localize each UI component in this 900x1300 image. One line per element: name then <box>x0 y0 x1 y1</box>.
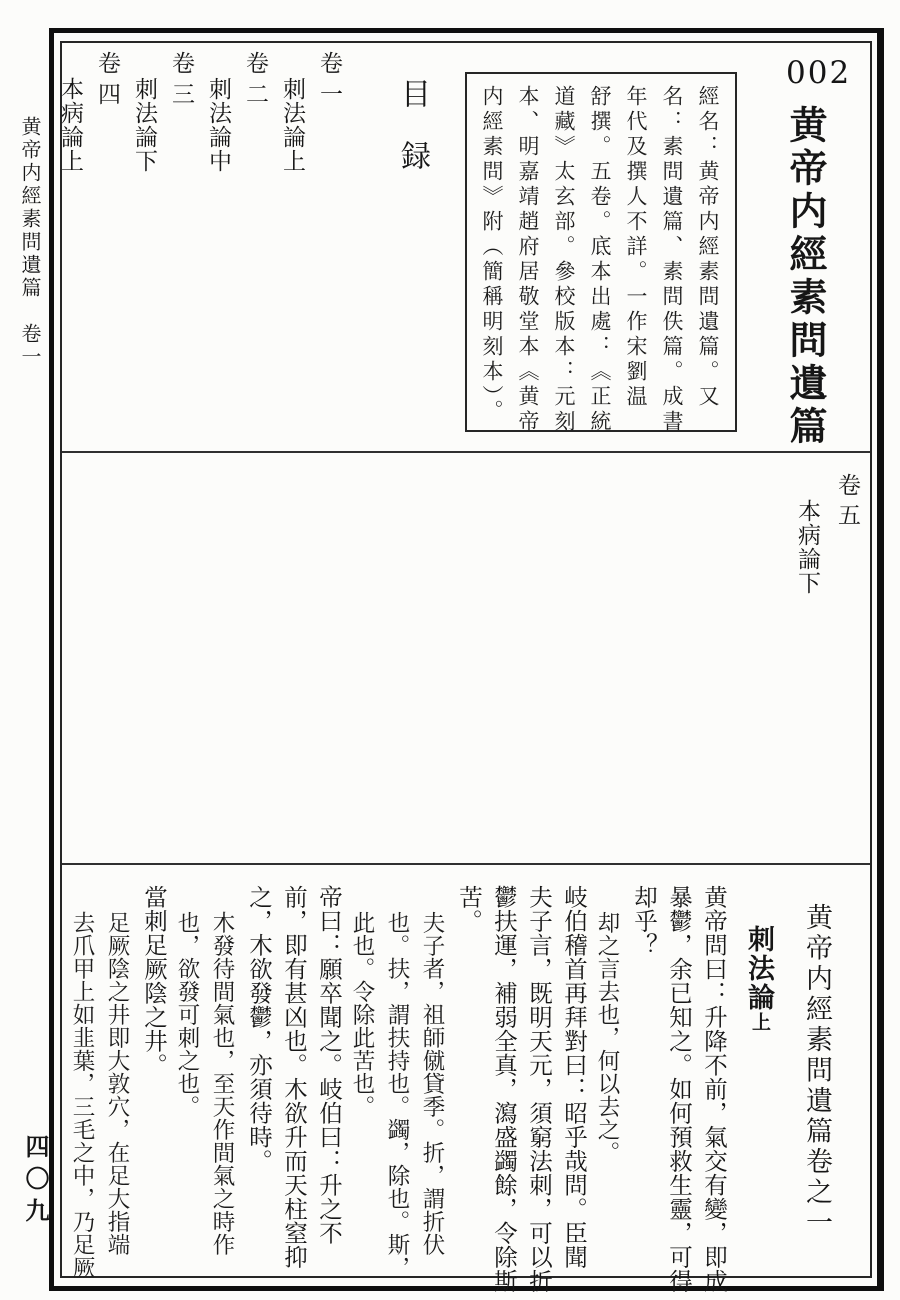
text-column: 黄帝問曰：升降不前，氣交有變，即成 <box>700 885 726 1293</box>
commentary-column: 足厥陰之井即大敦穴，在足大指端 <box>105 911 130 1256</box>
page-outer-frame <box>49 28 884 1291</box>
toc-title: 本病論上 <box>58 77 83 173</box>
margin-page-number: 四〇九 <box>21 1134 47 1230</box>
text-column: 前，即有甚凶也。木欲升而天柱窒抑 <box>280 885 306 1269</box>
section-part: 上 <box>749 1012 770 1031</box>
section-toc-continued <box>62 453 870 861</box>
toc-volume: 卷三 <box>169 51 194 113</box>
toc-title: 刺法論下 <box>132 77 157 173</box>
colophon-column: 舒撰。五卷。底本出處：《正統 <box>588 85 612 435</box>
colophon-column: 名：素問遺篇、素問佚篇。成書 <box>660 85 684 435</box>
text-column: 鬱扶運，補弱全真，瀉盛蠲餘，令除斯 <box>490 885 516 1293</box>
toc-title: 本病論下 <box>795 499 820 595</box>
section-header <box>738 865 780 1276</box>
text-column: 夫子言，既明天元，須窮法刺，可以折 <box>525 885 551 1293</box>
colophon-column: 經名：黄帝内經素問遺篇。又 <box>696 85 720 410</box>
toc-volume: 卷四 <box>95 51 120 113</box>
book-code: 002 <box>786 55 852 91</box>
colophon-box <box>465 72 737 435</box>
commentary-column: 夫子者，祖師僦貸季。折，謂折伏 <box>420 911 445 1256</box>
text-column: 之，木欲發鬱，亦須待時。 <box>245 885 271 1173</box>
margin-running-title: 黄帝内經素問遺篇 卷一 <box>18 116 40 369</box>
colophon-column: 内經素問》附（簡稱明刻本）。 <box>480 85 504 425</box>
text-column: 岐伯稽首再拜對曰：昭乎哉問。臣聞 <box>560 885 586 1269</box>
page-inner-frame <box>58 41 872 1293</box>
text-column: 暴鬱，余已知之。如何預救生靈，可得 <box>665 885 691 1293</box>
commentary-column: 此也。令除此苦也。 <box>350 911 375 1118</box>
text-column: 却乎？ <box>630 885 656 957</box>
section-body-text <box>62 865 870 1293</box>
chapter-title: 黄帝内經素問遺篇卷之一 <box>802 903 832 1239</box>
commentary-column: 木發待間氣也，至天作間氣之時作 <box>210 911 235 1256</box>
toc-title: 刺法論中 <box>206 77 231 173</box>
toc-volume: 卷二 <box>243 51 268 113</box>
commentary-column: 也，欲發可刺之也。 <box>175 911 200 1118</box>
commentary-column: 也。扶，謂扶持也。蠲，除也。斯， <box>385 911 410 1279</box>
toc-volume: 卷五 <box>835 473 860 533</box>
colophon-column: 年代及撰人不詳。一作宋劉温 <box>624 85 648 410</box>
section-title: 刺法論 <box>744 925 774 1012</box>
toc-volume: 卷一 <box>317 51 342 113</box>
colophon-column: 本、明嘉靖趙府居敬堂本《黄帝 <box>516 85 540 435</box>
toc-heading: 目録 <box>396 78 429 202</box>
commentary-column: 却之言去也，何以去之。 <box>595 911 620 1164</box>
text-column: 苦。 <box>455 885 481 933</box>
text-column: 帝曰：願卒聞之。岐伯曰：升之不 <box>315 885 341 1245</box>
toc-list <box>52 51 348 173</box>
text-column: 當刺足厥陰之井。 <box>140 885 166 1077</box>
toc-title: 刺法論上 <box>280 77 305 173</box>
section-masthead-toc <box>58 43 870 451</box>
toc-continued <box>787 473 867 595</box>
colophon-column: 道藏》太玄部。參校版本：元刻 <box>552 85 576 435</box>
book-title: 黄帝内經素問遺篇 <box>783 105 825 449</box>
commentary-column: 去爪甲上如韭葉，三毛之中，乃足厥 <box>70 911 95 1279</box>
